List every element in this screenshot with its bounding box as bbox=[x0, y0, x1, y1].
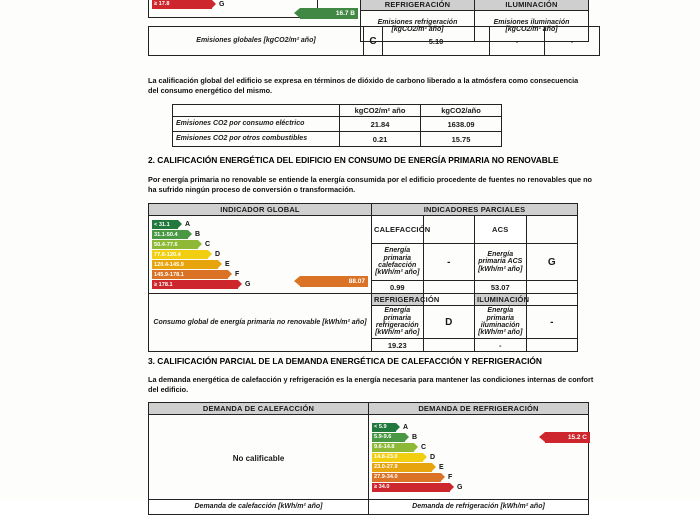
co2-electrico-anio: 1638.09 bbox=[421, 117, 502, 132]
value-acs: 53.07 bbox=[475, 281, 527, 294]
paragraph-calificacion-global: La calificación global del edificio se expresa en términos de dióxido de carbono liberado a la atmósfera como consecuencia del consumo energético del mismo. bbox=[148, 76, 579, 95]
section2-global-pointer: 88.07 bbox=[300, 276, 368, 287]
scale-bar-c bbox=[152, 240, 368, 249]
scale-range: < 31.1 bbox=[154, 221, 170, 228]
value-refrigeracion: 19.23 bbox=[372, 339, 424, 352]
scale-letter: C bbox=[205, 241, 211, 248]
grade-iluminacion: - bbox=[526, 306, 578, 339]
header-demanda-calefaccion: DEMANDA DE CALEFACCIÓN bbox=[149, 403, 369, 415]
scale-range: 9.6-14.8 bbox=[374, 444, 395, 450]
header-refrigeracion-2: REFRIGERACIÓN bbox=[372, 294, 424, 306]
top-scale bbox=[152, 0, 314, 9]
section2-paragraph: Por energía primaria no renovable se entiende la energía consumida por el edificio procedente de fuentes no renovables que no ha sufrido ningún proceso de conversión o transformación. bbox=[148, 175, 593, 194]
cell-emisiones-refrigeracion: Emisiones refrigeración [kgCO2/m² año] bbox=[361, 11, 475, 42]
co2-row-label-electrico: Emisiones CO2 por consumo eléctrico bbox=[173, 117, 340, 132]
text-no-calificable: No calificable bbox=[232, 454, 285, 463]
value-partial-2: - bbox=[545, 27, 600, 56]
grade-calefaccion: - bbox=[423, 244, 475, 281]
scale-bar-d bbox=[152, 250, 368, 259]
cell-no-calificable bbox=[149, 415, 369, 500]
scale-range: 77.6-120.4 bbox=[154, 251, 181, 258]
scale-range: ≥ 17.8 bbox=[154, 1, 170, 7]
scale-bar-f bbox=[372, 473, 585, 482]
section3-title: 3. CALIFICACIÓN PARCIAL DE LA DEMANDA ENERGÉTICA DE CALEFACCIÓN Y REFRIGERACIÓN bbox=[148, 356, 542, 366]
scale-letter: C bbox=[421, 443, 427, 451]
label-consumo-global: Consumo global de energía primaria no renovable [kWh/m² año] bbox=[149, 294, 372, 352]
scale-bar-b bbox=[152, 230, 368, 239]
scale-range: < 5.9 bbox=[374, 424, 387, 430]
header-demanda-refrigeracion: DEMANDA DE REFRIGERACIÓN bbox=[369, 403, 589, 415]
cell-refrigeracion-scale bbox=[369, 415, 589, 500]
footer-demanda-refrigeracion: Demanda de refrigeración [kWh/m² año] bbox=[369, 500, 589, 515]
value-partial-1: - bbox=[490, 27, 545, 56]
cell-energia-calefaccion: Energía primaria calefacción [kWh/m² año] bbox=[372, 244, 424, 281]
section3-table bbox=[148, 402, 589, 515]
co2-row-label-combustibles: Emisiones CO2 por otros combustibles bbox=[173, 132, 340, 147]
co2-table bbox=[172, 104, 502, 147]
scale-range: 5.9-9.6 bbox=[374, 434, 392, 440]
grade-global: C bbox=[364, 27, 383, 56]
scale-range: ≥ 178.1 bbox=[154, 281, 173, 288]
co2-electrico-m2: 21.84 bbox=[340, 117, 421, 132]
cell-emisiones-iluminacion: Emisiones iluminación [kgCO2/m² año] bbox=[475, 11, 589, 42]
co2-combustibles-anio: 15.75 bbox=[421, 132, 502, 147]
scale-letter: F bbox=[448, 473, 453, 481]
co2-col-header-1: kgCO2/m² año bbox=[340, 105, 421, 117]
header-indicador-global: INDICADOR GLOBAL bbox=[149, 204, 372, 216]
section2-title: 2. CALIFICACIÓN ENERGÉTICA DEL EDIFICIO EN CONSUMO DE ENERGÍA PRIMARIA NO RENOVABLE bbox=[148, 155, 559, 165]
scale-bar-a bbox=[372, 423, 585, 432]
header-iluminacion: ILUMINACIÓN bbox=[475, 0, 589, 11]
scale-letter: A bbox=[185, 221, 191, 228]
co2-col-header-2: kgCO2/año bbox=[421, 105, 502, 117]
scale-letter: G bbox=[219, 0, 225, 8]
section3-paragraph: La demanda energética de calefacción y refrigeración es la energía necesaria para mantener las condiciones internas de confort del edificio. bbox=[148, 375, 594, 394]
scale-range: 27.9-34.0 bbox=[374, 474, 398, 480]
scale-range: ≥ 34.0 bbox=[374, 484, 390, 490]
cell-energia-refrigeracion: Energía primaria refrigeración [kWh/m² año] bbox=[372, 306, 424, 339]
scale-letter: D bbox=[215, 251, 221, 258]
value-iluminacion: - bbox=[475, 339, 527, 352]
co2-combustibles-m2: 0.21 bbox=[340, 132, 421, 147]
scale-letter: G bbox=[457, 483, 463, 491]
scale-range: 50.4-77.6 bbox=[154, 241, 178, 248]
scale-letter: A bbox=[403, 423, 409, 431]
scale-range: 23.0-27.9 bbox=[374, 464, 398, 470]
header-calefaccion: CALEFACCIÓN bbox=[372, 216, 424, 244]
scale-bar-e bbox=[372, 463, 585, 472]
footer-demanda-calefaccion: Demanda de calefacción [kWh/m² año] bbox=[149, 500, 369, 515]
header-acs: ACS bbox=[475, 216, 527, 244]
scale-letter: E bbox=[225, 261, 230, 268]
scale-bar-a bbox=[152, 220, 368, 229]
scale-range: 14.8-23.0 bbox=[374, 454, 398, 460]
scale-letter: D bbox=[430, 453, 436, 461]
grade-refrigeracion: D bbox=[423, 306, 475, 339]
scale-range: 120.4-145.9 bbox=[154, 261, 184, 268]
scale-letter: F bbox=[235, 271, 240, 278]
scale-bar-c bbox=[372, 443, 585, 452]
header-refrigeracion: REFRIGERACIÓN bbox=[361, 0, 475, 11]
scale-letter: G bbox=[245, 281, 251, 288]
scale-bar-d bbox=[372, 453, 585, 462]
top-scale-table bbox=[148, 0, 318, 18]
cell-energia-iluminacion: Energía primaria iluminación [kWh/m² año] bbox=[475, 306, 527, 339]
header-indicadores-parciales: INDICADORES PARCIALES bbox=[372, 204, 578, 216]
value-calefaccion: 0.99 bbox=[372, 281, 424, 294]
scale-letter: B bbox=[412, 433, 418, 441]
top-scale-pointer: 16.7 B bbox=[300, 8, 358, 19]
label-emisiones-globales: Emisiones globales [kgCO2/m² año] bbox=[149, 27, 364, 56]
scale-bar-g bbox=[372, 483, 585, 492]
grade-acs: G bbox=[526, 244, 578, 281]
scale-letter: E bbox=[439, 463, 444, 471]
top-scale-block bbox=[148, 0, 318, 18]
header-iluminacion-2: ILUMINACIÓN bbox=[475, 294, 527, 306]
section3-pointer: 15.2 C bbox=[545, 432, 590, 443]
scale-bar-e bbox=[152, 260, 368, 269]
scale-letter: B bbox=[195, 231, 201, 238]
value-global-emissions: 5.10 bbox=[383, 27, 490, 56]
emissions-global-row bbox=[148, 26, 600, 56]
scale-range: 145.9-178.1 bbox=[154, 271, 184, 278]
scale-range: 31.1-50.4 bbox=[154, 231, 178, 238]
cell-energia-acs: Energía primaria ACS [kWh/m² año] bbox=[475, 244, 527, 281]
scale-bar bbox=[152, 0, 314, 9]
